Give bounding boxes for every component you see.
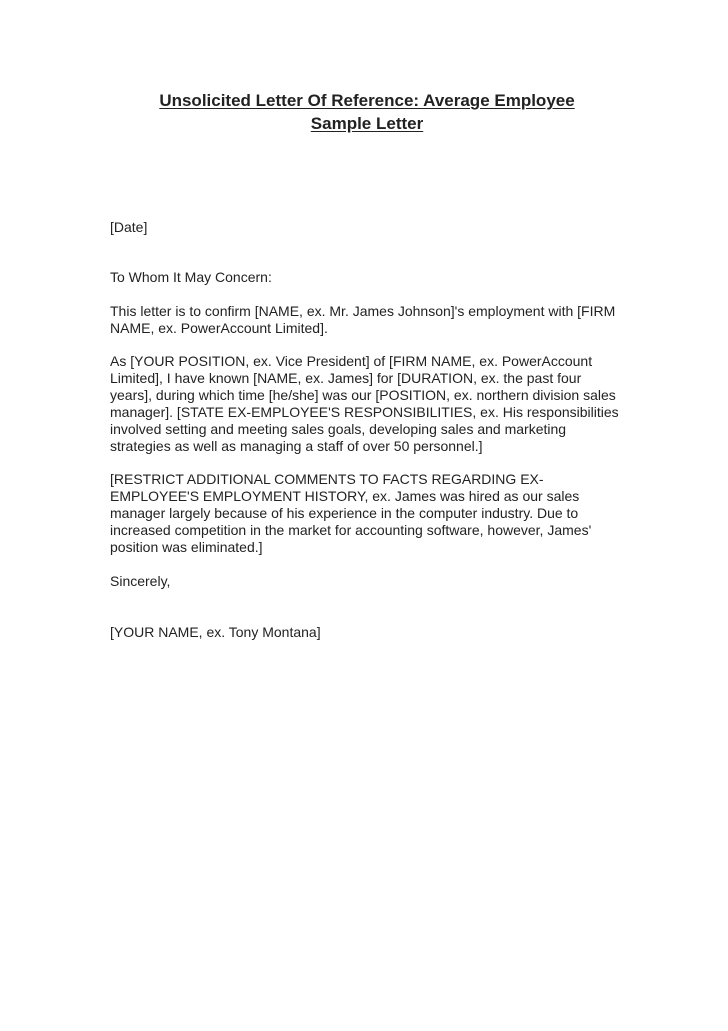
letter-closing: Sincerely, (110, 573, 171, 589)
title-line-1: Unsolicited Letter Of Reference: Average Employee (159, 91, 575, 110)
letter-paragraph-confirmation: This letter is to confirm [NAME, ex. Mr. James Johnson]'s employment with [FIRM NAME, ex. PowerAccount Limited]. (110, 303, 616, 336)
letter-paragraph-responsibilities: As [YOUR POSITION, ex. Vice President] of [FIRM NAME, ex. PowerAccount Limited], I have known [NAME, ex. James] for [DURATION, ex. the past four years], during which time [he/she] was our [POSITION, ex. northern division sales manager]. [STATE EX-EMPLOYEE'S RESPONSIBILITIES, ex. His responsibilities involved setting and meeting sales goals, developing sales and marketing strategies as well as managing a staff of over 50 personnel.] (110, 353, 619, 454)
letter-salutation: To Whom It May Concern: (110, 269, 272, 285)
letter-signature: [YOUR NAME, ex. Tony Montana] (110, 624, 321, 640)
document-title (0, 89, 728, 135)
letter-paragraph-additional-comments: [RESTRICT ADDITIONAL COMMENTS TO FACTS REGARDING EX-EMPLOYEE'S EMPLOYMENT HISTORY, ex. James was hired as our sales manager largely because of his experience in the computer industry. Due to increased competition in the market for accounting software, however, James' position was eliminated.] (110, 471, 592, 555)
title-line-2: Sample Letter (310, 114, 424, 133)
letter-date: [Date] (110, 219, 148, 235)
